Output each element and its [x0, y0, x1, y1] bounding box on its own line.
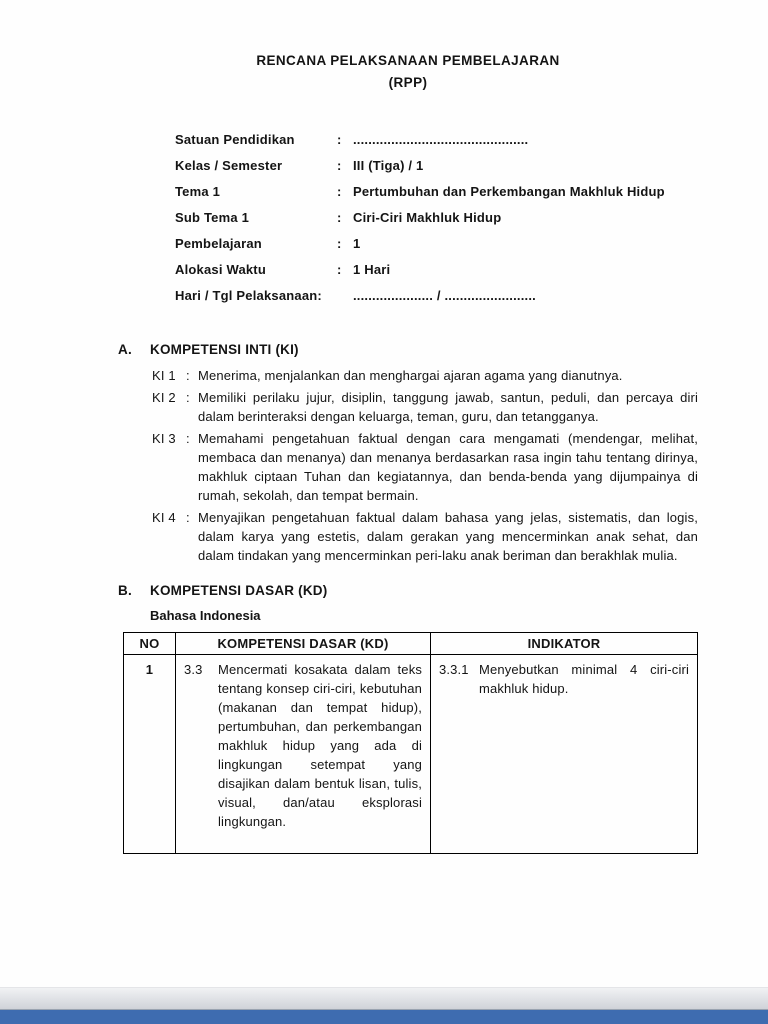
- section-b-heading: [118, 581, 698, 601]
- ki-label: KI 1: [152, 368, 176, 383]
- field-value: Pertumbuhan dan Perkembangan Makhluk Hidup: [353, 184, 665, 199]
- cell-no: 1: [124, 655, 176, 854]
- table-row: [124, 655, 698, 854]
- doc-title: [118, 50, 698, 94]
- field-row-alokasi-waktu: [175, 260, 698, 280]
- section-b-letter: B.: [118, 583, 132, 598]
- field-row-kelas-semester: [175, 156, 698, 176]
- section-a-title: KOMPETENSI INTI (KI): [150, 342, 299, 357]
- field-row-pembelajaran: [175, 234, 698, 254]
- ki-text: Memiliki perilaku jujur, disiplin, tanggung jawab, santun, peduli, dan percaya diri dalam berinteraksi dengan keluarga, teman, guru, dan tetangganya.: [198, 390, 698, 424]
- field-value: III (Tiga) / 1: [353, 158, 424, 173]
- field-colon: :: [337, 236, 342, 251]
- ki-colon: :: [186, 510, 190, 525]
- ki-item-2: [152, 388, 698, 426]
- doc-title-line2: (RPP): [388, 75, 428, 90]
- field-label: Pembelajaran: [175, 236, 262, 251]
- page-bottom-edge: [0, 987, 768, 1010]
- field-row-satuan-pendidikan: [175, 130, 698, 150]
- field-value: ..............................................: [353, 132, 529, 147]
- field-value: Ciri-Ciri Makhluk Hidup: [353, 210, 502, 225]
- field-value: 1 Hari: [353, 262, 391, 277]
- field-colon: :: [337, 262, 342, 277]
- field-colon: :: [337, 158, 342, 173]
- doc-title-line1: RENCANA PELAKSANAAN PEMBELAJARAN: [256, 53, 560, 68]
- header-fields: [175, 130, 698, 306]
- section-b-title: KOMPETENSI DASAR (KD): [150, 583, 328, 598]
- ki-text: Menyajikan pengetahuan faktual dalam bahasa yang jelas, sistematis, dan logis, dalam karya yang estetis, dalam gerakan yang mencerminkan anak sehat, dan dalam tindakan yang mencerminkan peri-laku anak beriman dan berakhlak mulia.: [198, 510, 698, 563]
- table-header-kd: KOMPETENSI DASAR (KD): [176, 633, 431, 655]
- field-label: Alokasi Waktu: [175, 262, 266, 277]
- field-colon: :: [337, 184, 342, 199]
- field-row-tema: [175, 182, 698, 202]
- cell-indikator: [431, 655, 698, 854]
- field-colon: :: [337, 210, 342, 225]
- field-label: Satuan Pendidikan: [175, 132, 295, 147]
- ki-colon: :: [186, 368, 190, 383]
- indikator-number: 3.3.1: [439, 662, 469, 677]
- section-a-heading: [118, 340, 698, 360]
- ki-text: Menerima, menjalankan dan menghargai ajaran agama yang dianutnya.: [198, 368, 623, 383]
- ki-list: [152, 366, 698, 565]
- field-label: Hari / Tgl Pelaksanaan:: [175, 288, 322, 303]
- field-row-sub-tema: [175, 208, 698, 228]
- ki-colon: :: [186, 390, 190, 405]
- ki-label: KI 2: [152, 390, 176, 405]
- field-colon: :: [337, 132, 342, 147]
- subject-subtitle: Bahasa Indonesia: [150, 608, 261, 623]
- field-value: ..................... / ........................: [353, 288, 536, 303]
- ki-colon: :: [186, 431, 190, 446]
- kd-text: Mencermati kosakata dalam teks tentang konsep ciri-ciri, kebutuhan (makanan dan tempat hidup), pertumbuhan, dan perkembangan makhluk hidup yang ada di lingkungan setempat yang disajikan dalam bentuk lisan, tulis, visual, dan/atau eksplorasi lingkungan.: [218, 662, 422, 829]
- field-label: Tema 1: [175, 184, 221, 199]
- section-a-letter: A.: [118, 342, 132, 357]
- indikator-text: Menyebutkan minimal 4 ciri-ciri makhluk hidup.: [479, 662, 689, 696]
- ki-text: Memahami pengetahuan faktual dengan cara mengamati (mendengar, melihat, membaca dan menanya) dan menanya berdasarkan rasa ingin tahu tentang dirinya, makhluk ciptaan Tuhan dan kegiatannya, dan benda-benda yang dijumpainya di rumah, sekolah, dan tempat bermain.: [198, 431, 698, 503]
- ki-label: KI 3: [152, 431, 176, 446]
- field-row-hari-tgl: [175, 286, 698, 306]
- table-header-no: NO: [124, 633, 176, 655]
- viewer-bottom-bar: [0, 1009, 768, 1024]
- ki-label: KI 4: [152, 510, 176, 525]
- kd-table: [123, 632, 698, 854]
- ki-item-3: [152, 429, 698, 505]
- field-label: Sub Tema 1: [175, 210, 250, 225]
- field-value: 1: [353, 236, 361, 251]
- kd-number: 3.3: [184, 662, 203, 677]
- cell-kd: [176, 655, 431, 854]
- field-label: Kelas / Semester: [175, 158, 283, 173]
- table-header-row: [124, 633, 698, 655]
- ki-item-1: [152, 366, 698, 385]
- ki-item-4: [152, 508, 698, 565]
- table-header-indikator: INDIKATOR: [431, 633, 698, 655]
